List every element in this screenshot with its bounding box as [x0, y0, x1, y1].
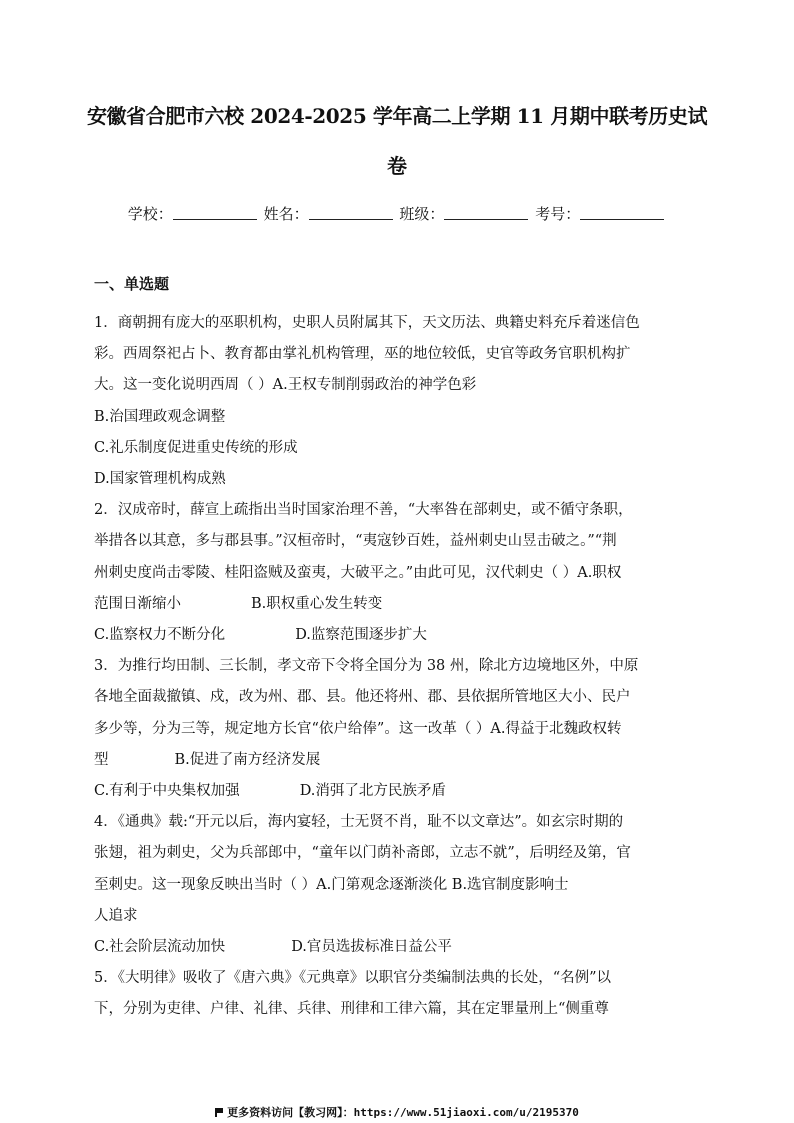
- option-text: 范围日渐缩小: [94, 595, 181, 612]
- school-label: 学校：: [127, 205, 173, 223]
- exam-title-line-2: 卷: [387, 154, 407, 178]
- option-line: [94, 402, 714, 433]
- school-blank: [173, 205, 257, 220]
- question-stem-line: 3．为推行均田制、三长制，孝文帝下令将全国分为 38 州，除北方边境地区外，中原: [94, 658, 639, 675]
- option-line: [94, 433, 714, 464]
- footer-text: 更多资料访问【教习网】：https://www.51jiaoxi.com/u/2195370: [227, 1106, 579, 1119]
- option-text: D.官员选拔标准日益公平: [291, 939, 452, 956]
- question-stem-line: 大。这一变化说明西周（ ）A.王权专制削弱政治的神学色彩: [94, 377, 477, 394]
- question-stem-line: 至刺史。这一现象反映出当时（ ）A.门第观念逐渐淡化 B.选官制度影响士: [94, 876, 569, 893]
- question-stem-line: 下，分别为吏律、户律、礼律、兵律、刑律和工律六篇，其在定罪量刑上“侧重尊: [94, 1001, 609, 1018]
- option-line: [94, 901, 714, 932]
- name-blank: [309, 205, 393, 220]
- question-stem-line: 各地全面裁撤镇、戍，改为州、郡、县。他还将州、郡、县依据所管地区大小、民户: [94, 689, 631, 706]
- option-text: C.社会阶层流动加快: [94, 939, 226, 956]
- option-line: [94, 776, 714, 807]
- option-text: D.国家管理机构成熟: [94, 471, 226, 488]
- question-stem-line: 张翅，祖为刺史，父为兵部郎中，“童年以门荫补斋郎，立志不就”，后明经及第，官: [94, 845, 631, 862]
- question-stem-line: 2．汉成帝时，薛宣上疏指出当时国家治理不善，“大率咎在部刺史，或不循守条职，: [94, 502, 633, 519]
- option-line: [94, 932, 714, 963]
- exam-number-blank: [580, 205, 664, 220]
- option-text: C.有利于中央集权加强: [94, 783, 240, 800]
- question-stem-line: 5．《大明律》吸收了《唐六典》《元典章》以职官分类编制法典的长处，“名例”以: [94, 970, 612, 987]
- question-item: [94, 651, 714, 807]
- option-text: D.消弭了北方民族矛盾: [299, 783, 446, 800]
- option-text: B.治国理政观念调整: [94, 408, 226, 425]
- name-label: 姓名：: [263, 205, 309, 223]
- question-stem-line: 1．商朝拥有庞大的巫职机构，史职人员附属其下，天文历法、典籍史料充斥着迷信色: [94, 315, 640, 331]
- option-line: [94, 620, 714, 651]
- class-blank: [444, 205, 528, 220]
- student-info-row: [0, 203, 794, 225]
- flag-icon: [215, 1108, 223, 1117]
- question-item: [94, 308, 714, 495]
- option-line: [94, 464, 714, 495]
- question-stem-line: 彩。西周祭祀占卜、教育都由掌礼机构管理，巫的地位较低，史官等政务官职机构扩: [94, 346, 631, 363]
- question-stem-line: 多少等，分为三等，规定地方长官“依户给俸”。这一改革（ ）A.得益于北魏政权转: [94, 720, 622, 737]
- footer: [0, 1104, 794, 1120]
- question-stem-line: 4．《通典》载:“开元以后，海内宴轻，士无贤不肖，耻不以文章达”。如玄宗时期的: [94, 814, 624, 831]
- question-item: [94, 963, 714, 1025]
- question-item: [94, 495, 714, 651]
- option-line: [94, 589, 714, 620]
- option-line: [94, 745, 714, 776]
- option-text: B.职权重心发生转变: [251, 595, 383, 612]
- option-text: B.促进了南方经济发展: [174, 751, 321, 768]
- exam-number-label: 考号：: [535, 205, 581, 223]
- questions-list: [94, 308, 714, 1026]
- question-stem-line: 州刺史度尚击零陵、桂阳盗贼及蛮夷，大破平之。”由此可见，汉代刺史（ ）A.职权: [94, 564, 622, 581]
- option-text: 人追求: [94, 907, 138, 924]
- class-label: 班级：: [399, 205, 445, 223]
- exam-title-line-1: 安徽省合肥市六校 2024-2025 学年高二上学期 11 月期中联考历史试: [86, 104, 708, 128]
- question-stem-line: 举措各以其意，多与郡县事。”汉桓帝时，“夷寇钞百姓，益州刺史山昱击破之。”“荆: [94, 533, 617, 550]
- option-text: C.礼乐制度促进重史传统的形成: [94, 439, 298, 456]
- option-text: C.监察权力不断分化: [94, 627, 226, 644]
- option-text: D.监察范围逐步扩大: [295, 627, 427, 644]
- option-text: 型: [94, 751, 109, 768]
- section-heading: 一、单选题: [94, 275, 170, 293]
- question-item: [94, 807, 714, 963]
